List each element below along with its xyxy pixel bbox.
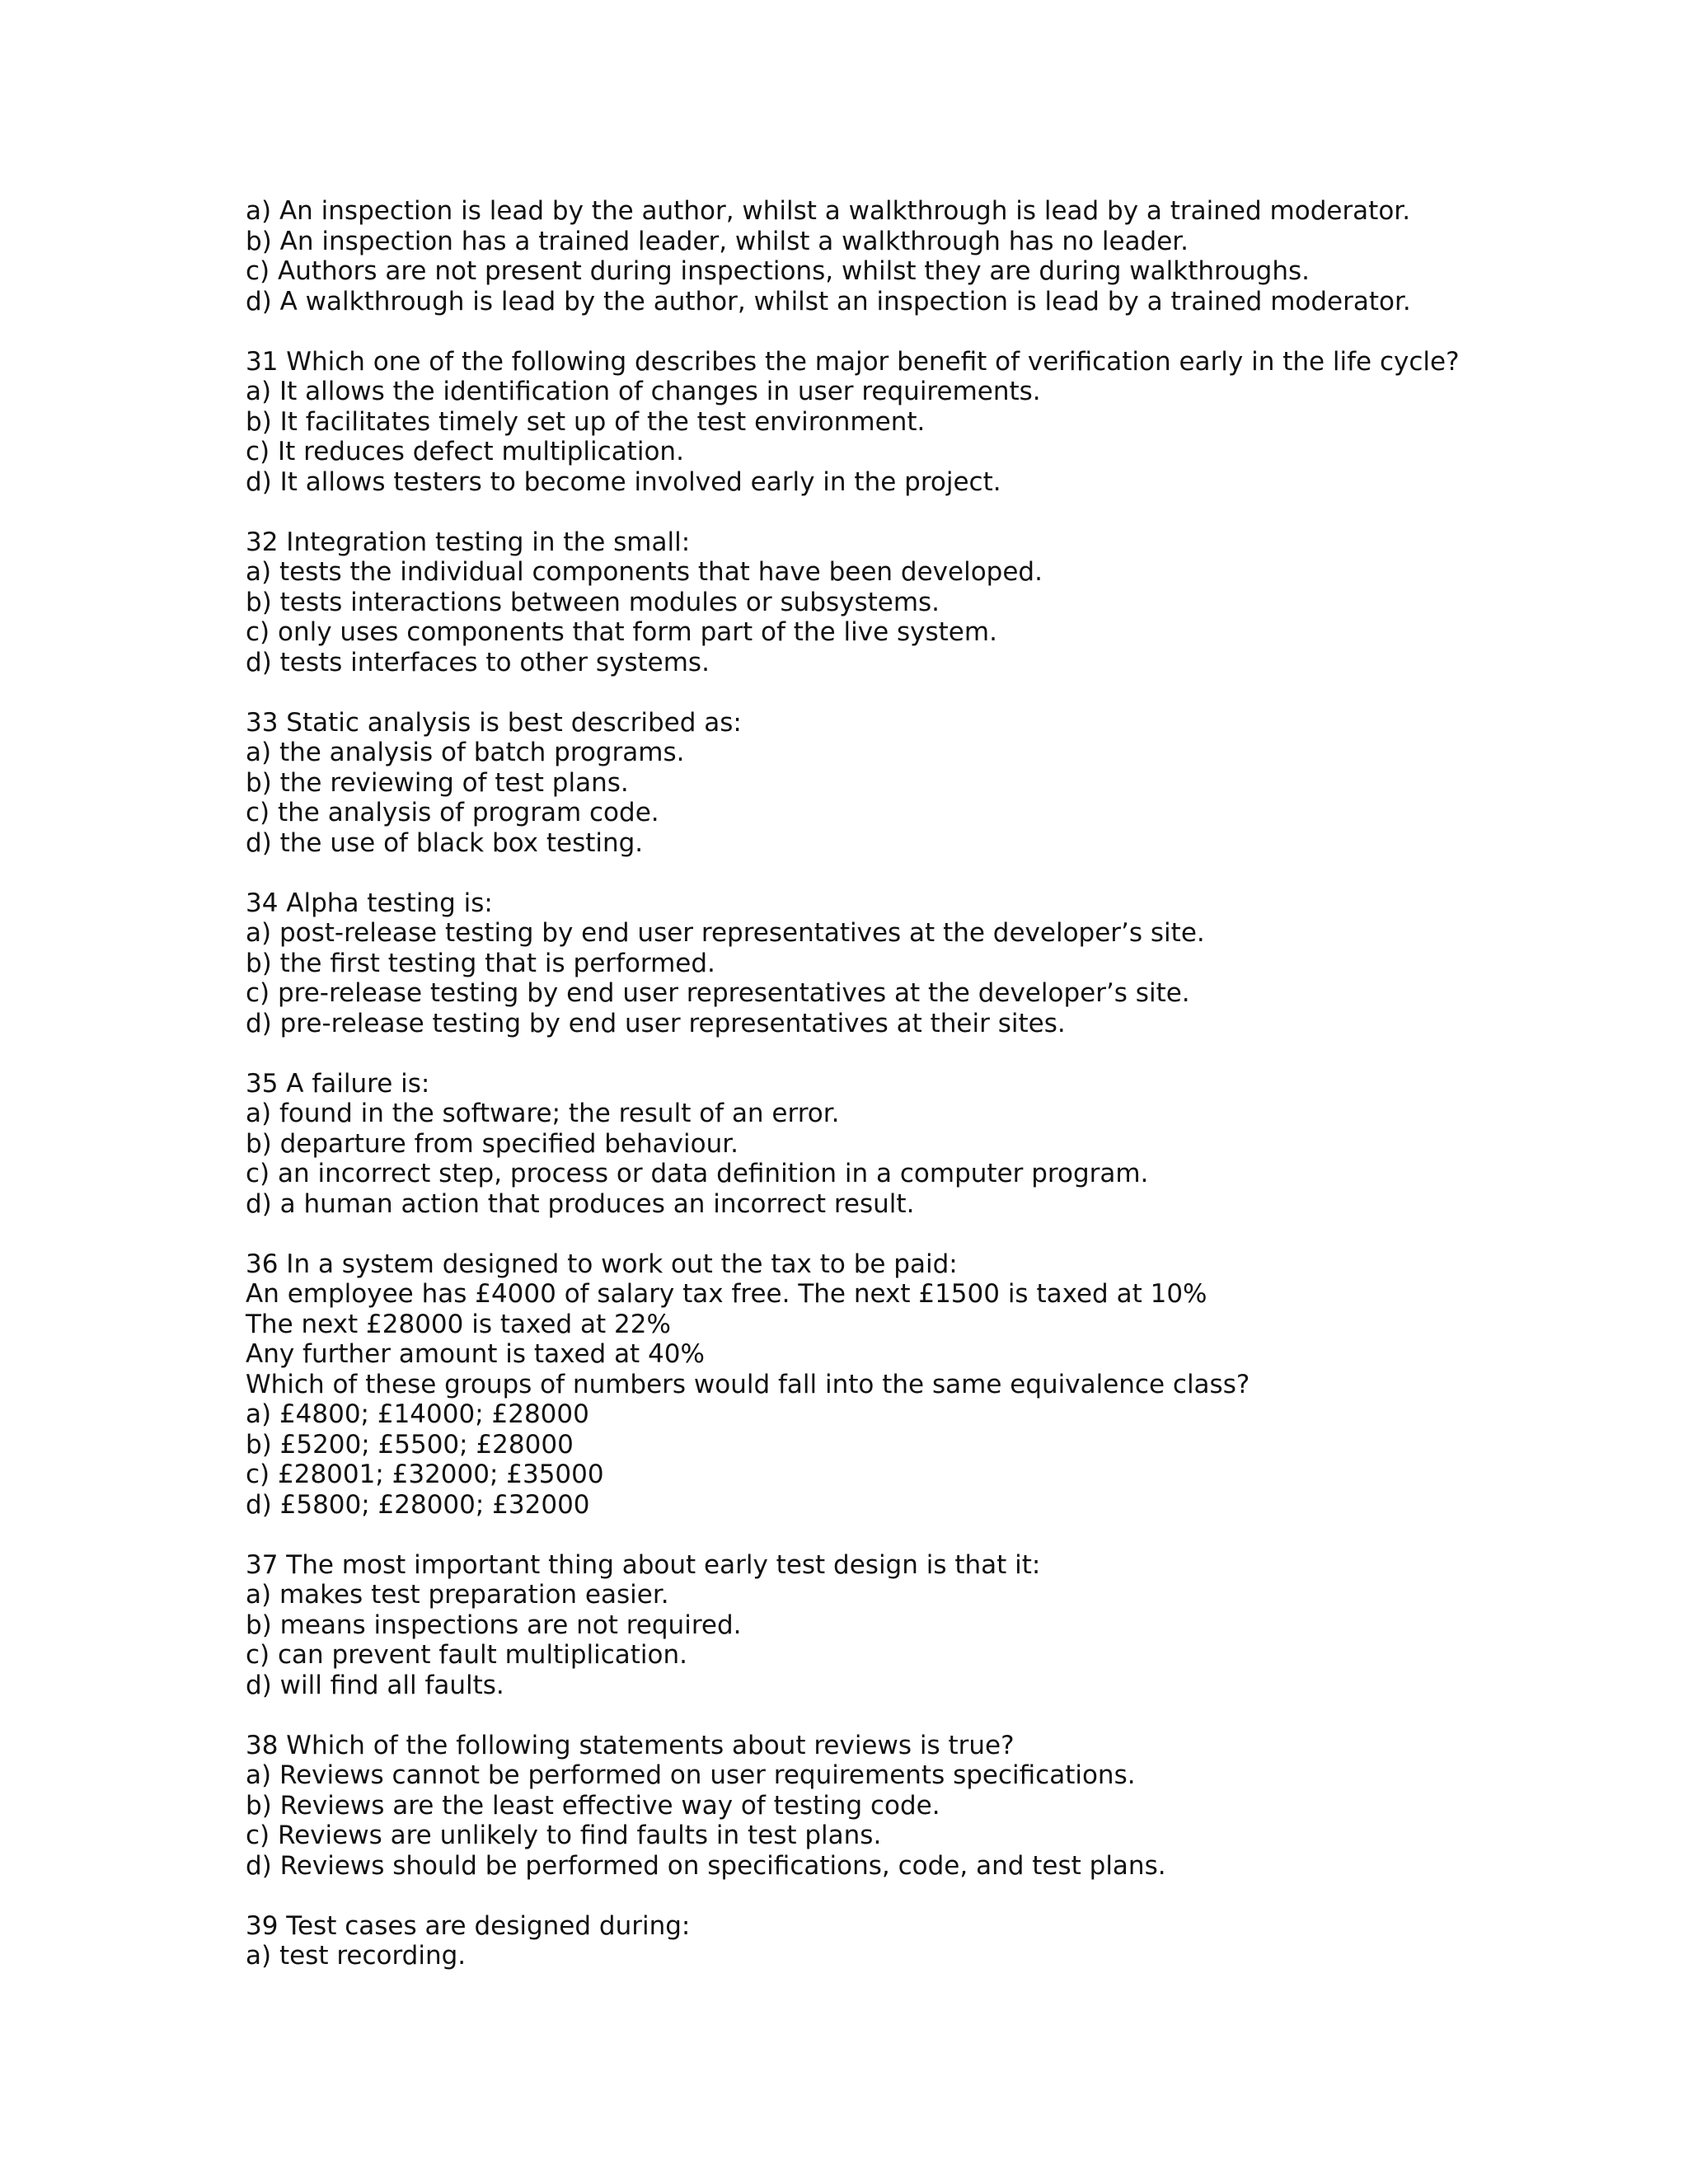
answer-line: b) the first testing that is performed.: [246, 948, 715, 978]
answer-line: d) a human action that produces an incorrect result.: [246, 1188, 915, 1219]
question-text: 35 A failure is:: [246, 1068, 430, 1099]
question-text: 33 Static analysis is best described as:: [246, 707, 742, 738]
answer-line: c) only uses components that form part of the live system.: [246, 617, 997, 647]
answer-line: d) It allows testers to become involved early in the project.: [246, 466, 1001, 497]
question-text: 38 Which of the following statements about reviews is true?: [246, 1730, 1015, 1760]
answer-line: a) An inspection is lead by the author, whilst a walkthrough is lead by a trained moderator.: [246, 196, 1411, 226]
answer-line: d) the use of black box testing.: [246, 827, 644, 858]
question-block: [246, 888, 1647, 1039]
answer-line: a) It allows the identification of changes in user requirements.: [246, 377, 1041, 406]
answer-line: d) Reviews should be performed on specifications, code, and test plans.: [246, 1850, 1166, 1881]
answer-line: a) tests the individual components that have been developed.: [246, 557, 1043, 587]
answer-line: a) £4800; £14000; £28000: [246, 1399, 589, 1429]
answer-line: c) an incorrect step, process or data definition in a computer program.: [246, 1159, 1149, 1188]
question-text: 32 Integration testing in the small:: [246, 527, 691, 557]
answer-line: a) test recording.: [246, 1941, 467, 1971]
answer-line: c) pre-release testing by end user representatives at the developer’s site.: [246, 978, 1190, 1008]
question-block: [246, 1069, 1647, 1220]
answer-line: Which of these groups of numbers would fall into the same equivalence class?: [246, 1369, 1250, 1399]
question-block: [246, 1249, 1647, 1521]
question-text: 31 Which one of the following describes the major benefit of verification early in the life cycle?: [246, 346, 1460, 377]
answer-line: b) means inspections are not required.: [246, 1610, 742, 1640]
answer-line: The next £28000 is taxed at 22%: [246, 1309, 671, 1339]
answer-line: a) the analysis of batch programs.: [246, 738, 685, 767]
question-text: 34 Alpha testing is:: [246, 888, 493, 918]
answer-line: An employee has £4000 of salary tax free. The next £1500 is taxed at 10%: [246, 1279, 1207, 1309]
question-text: 37 The most important thing about early test design is that it:: [246, 1549, 1041, 1580]
answer-line: c) Reviews are unlikely to find faults in test plans.: [246, 1821, 882, 1850]
answer-line: b) departure from specified behaviour.: [246, 1128, 738, 1159]
question-text: 39 Test cases are designed during:: [246, 1910, 691, 1941]
answer-line: d) A walkthrough is lead by the author, whilst an inspection is lead by a trained moderator.: [246, 286, 1411, 316]
question-block: [246, 1550, 1647, 1701]
answer-line: b) It facilitates timely set up of the test environment.: [246, 406, 926, 437]
answer-line: b) An inspection has a trained leader, whilst a walkthrough has no leader.: [246, 226, 1189, 256]
answer-line: a) Reviews cannot be performed on user requirements specifications.: [246, 1760, 1136, 1790]
question-block: [246, 1731, 1647, 1882]
answer-line: b) £5200; £5500; £28000: [246, 1429, 574, 1460]
question-block: [246, 347, 1647, 498]
answer-line: c) can prevent fault multiplication.: [246, 1640, 688, 1670]
answer-line: d) pre-release testing by end user representatives at their sites.: [246, 1008, 1066, 1038]
answer-line: Any further amount is taxed at 40%: [246, 1339, 705, 1369]
answer-line: d) £5800; £28000; £32000: [246, 1489, 590, 1520]
answer-line: c) the analysis of program code.: [246, 798, 659, 827]
answer-line: b) Reviews are the least effective way of testing code.: [246, 1790, 940, 1821]
answer-line: b) tests interactions between modules or subsystems.: [246, 587, 940, 617]
question-block: [246, 527, 1647, 678]
answer-line: b) the reviewing of test plans.: [246, 767, 629, 798]
answer-line: a) makes test preparation easier.: [246, 1580, 669, 1610]
question-text: 36 In a system designed to work out the tax to be paid:: [246, 1249, 958, 1279]
question-block: [246, 1911, 1647, 1971]
document-page: [246, 196, 1647, 2001]
answer-line: c) £28001; £32000; £35000: [246, 1460, 604, 1489]
answer-line: a) found in the software; the result of an error.: [246, 1099, 840, 1128]
answer-line: c) Authors are not present during inspections, whilst they are during walkthroughs.: [246, 256, 1311, 286]
answer-line: d) tests interfaces to other systems.: [246, 647, 710, 677]
question-block-continued: [246, 196, 1647, 316]
answer-line: c) It reduces defect multiplication.: [246, 437, 684, 466]
answer-line: d) will find all faults.: [246, 1670, 504, 1700]
answer-line: a) post-release testing by end user representatives at the developer’s site.: [246, 918, 1205, 948]
question-block: [246, 708, 1647, 859]
